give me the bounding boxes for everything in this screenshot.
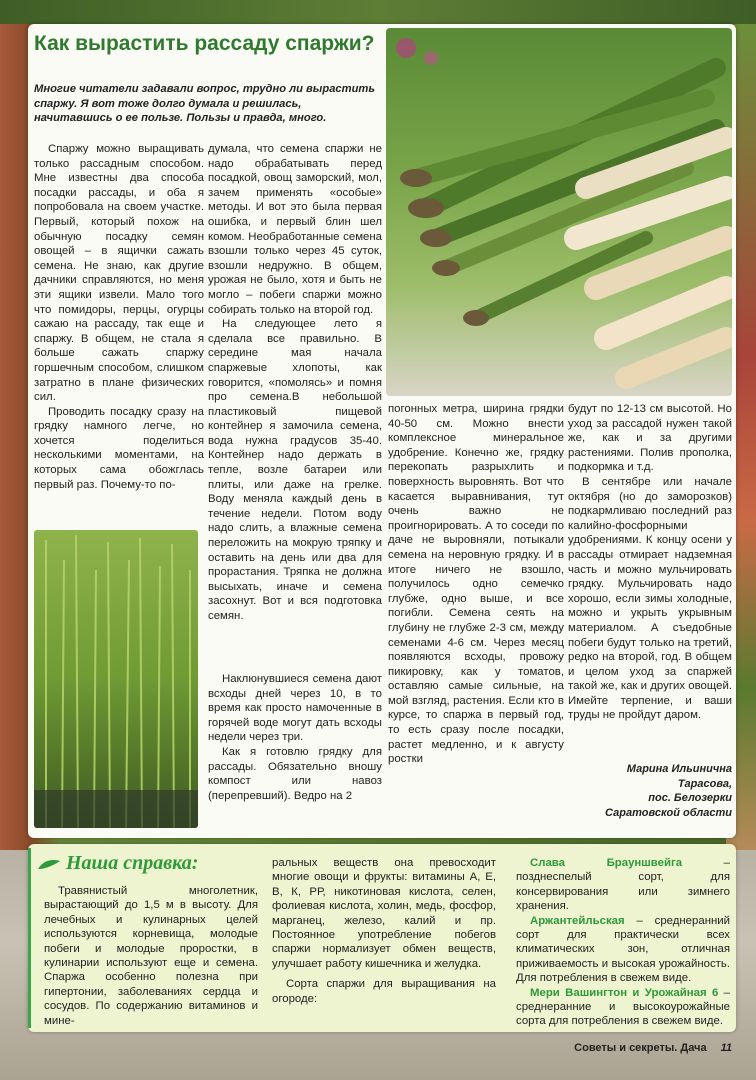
paragraph: Проводить посадку сразу на грядку намного легче, но хочется поделиться несколькими моментами, на которых сама обожглась первый раз. Почему-то по-: [34, 405, 204, 491]
reference-heading: Наша справка:: [36, 852, 198, 874]
variety-item: [516, 986, 730, 1029]
author-name: Марина Ильинична: [626, 763, 732, 775]
paragraph: погонных метра, ширина грядки 40-50 см. Можно внести комплексное минеральное удобрение. Конечно же, грядку перекопать разрыхлить и поверхность выровнять. Вот что касается выравнивания, тут очень важно не проигнорировать. А то соседи по даче не выровняли, потыкали семена на неровную грядку. И в итоге ничего не взошло, получилось одно семечко глубже, одно выше, и все погибли. Семена сеять на глубину не глубже 2-3 см, между семенами 4-6 см. Через месяц появляются всходы, провожу пикировку, как у томатов, оставляю самые сильные, на мой взгляд, растения. Если кто в курсе, то спаржа в первый год, то есть сразу после посадки, растет медленно, и к августу ростки: [388, 403, 564, 766]
seedlings-photo: [34, 530, 198, 828]
author-signature: [568, 762, 732, 820]
paragraph: Травянистый многолетник, вырастающий до 1,5 м в высоту. Для лечебных и кулинарных целей используются корневища, молодые побеги и молодые проростки, в кулинарии используют еще и семена. Спаржа особенно полезна при гипертонии, заболеваниях сердца и сосудов. По содержанию витаминов и мине-: [44, 885, 258, 1027]
variety-name: Мери Вашингтон и Урожайная 6: [530, 986, 719, 999]
article-column-2: [208, 142, 382, 624]
paragraph: В сентябре или начале октября (но до заморозков) подкармливаю последний раз калийно-фосфорными удобрениями. К концу осени у рассады отмирает надземная часть и можно мульчировать грядку. Мульчировать надо хорошо, если зимы холодные, можно и укрыть укрывным материалом. А съедобные побеги будут только на третий, редко на второй, год. В общем и целом уход за спаржей такой же, как и других овощей. Имейте терпение, и ваши труды не пройдут даром.: [568, 475, 733, 722]
paragraph: Как я готовлю грядку для рассады. Обязательно вношу компост или навоз (перепревший). Ведро на 2: [208, 745, 382, 802]
paragraph: ральных веществ она превосходит многие овощи и фрукты: витамины А, Е, В, К, РР, никотиновая кислота, селен, фолиевая кислота, холин, медь, фосфор, марганец, железо, калий и пр. Постоянное употребление побегов спаржи нормализует обмен веществ, улучшает работу кишечника и желудка.: [272, 857, 496, 970]
author-region: Саратовской области: [604, 806, 732, 819]
reference-column-1: [44, 884, 258, 1028]
page-number: 11: [720, 1042, 732, 1054]
variety-desc: – позднеспелый сорт, для консервирования или зимнего хранения.: [516, 857, 731, 913]
leaf-icon: [36, 857, 62, 871]
reference-column-2: [272, 856, 496, 1006]
paragraph: Спаржу можно выращивать только рассадным способом. Мне известны два способа посадки рассады, и оба я попробовала на своем участке. Первый, который похож на обычную посадку семян овощей – в ящички сажать семена. Не знаю, как другие дачники справляются, но меня эти ящики извели. Мало того что помидоры, перцы, огурцы сажаю на рассаду, так еще и спаржу. В общем, не стала я больше сажать спаржу горшечным способом, слишком затратно в плане физических сил.: [34, 143, 204, 404]
foliage-strip: [0, 0, 756, 24]
article-title: Как вырастить рассаду спаржи?: [34, 32, 375, 55]
magazine-name: Советы и секреты. Дача: [574, 1042, 707, 1054]
paragraph: думала, что семена спаржи не надо обрабатывать перед посадкой, овощ заморский, мол, зачем применять «особые» методы. И вот это была первая ошибка, и первый блин шел комом. Необработанные семена взошли только через 45 суток, взошли недружно. В общем, урожая не было, хотя и быть не могло – побеги спаржи можно собирать только на второй год.: [208, 143, 382, 316]
variety-name: Слава Брауншвейга: [530, 857, 683, 869]
variety-desc: – среднеранние и высокоурожайные сорта для потребления в свежем виде.: [516, 986, 730, 1028]
page-footer: [520, 1042, 732, 1054]
reference-accent: [28, 848, 31, 1028]
paragraph: Наклюнувшиеся семена дают всходы дней через 10, в то время как просто намоченные в горячей воде могут дать всходы недели через три.: [208, 673, 382, 744]
article-column-3: [388, 402, 564, 767]
variety-desc: – среднеранний сорт для практически всех климатических зон, отличная приживаемость и высокая урожайность. Для потребления в свежем виде.: [516, 914, 730, 985]
article-lead: Многие читатели задавали вопрос, трудно ли вырастить спаржу. Я вот тоже долго думала и решилась, начитавшись о ее пользе. Пользы и правда, много.: [34, 83, 376, 124]
article-column-2-lower: [208, 672, 382, 803]
paragraph: Сорта спаржи для выращивания на огороде:: [272, 978, 496, 1005]
variety-name: Аржантейльская: [530, 914, 625, 927]
variety-item: [516, 856, 730, 914]
asparagus-photo: [386, 28, 732, 396]
paragraph: На следующее лето я сделала все правильно. В середине мая начала спаржевые хлопоты, как говорится, «помолясь» и помня про семена.В небольшой пластиковый пищевой контейнер я замочила семена, вода нужна градусов 35-40. Контейнер надо держать в тепле, возле батареи или плиты, или даже на грелке. Воду меняла каждый день в течение недели. Потом воду надо слить, а влажные семена переложить на мокрую тряпку и оставить на день или два для прорастания. Тряпка не должна высыхать, иначе и семена засохнут. Вот и вся подготовка семян.: [208, 318, 382, 622]
variety-item: [516, 914, 730, 986]
paragraph: будут по 12-13 см высотой. Но уход за рассадой нужен такой же, как и за другими растениями. Полив прополка, подкормка и т.д.: [568, 403, 732, 474]
article-column-1: [34, 142, 204, 492]
author-surname: Тарасова,: [677, 777, 732, 790]
author-village: пос. Белозерки: [648, 792, 732, 805]
article-column-4: [568, 402, 732, 723]
reference-column-3: [516, 856, 730, 1029]
